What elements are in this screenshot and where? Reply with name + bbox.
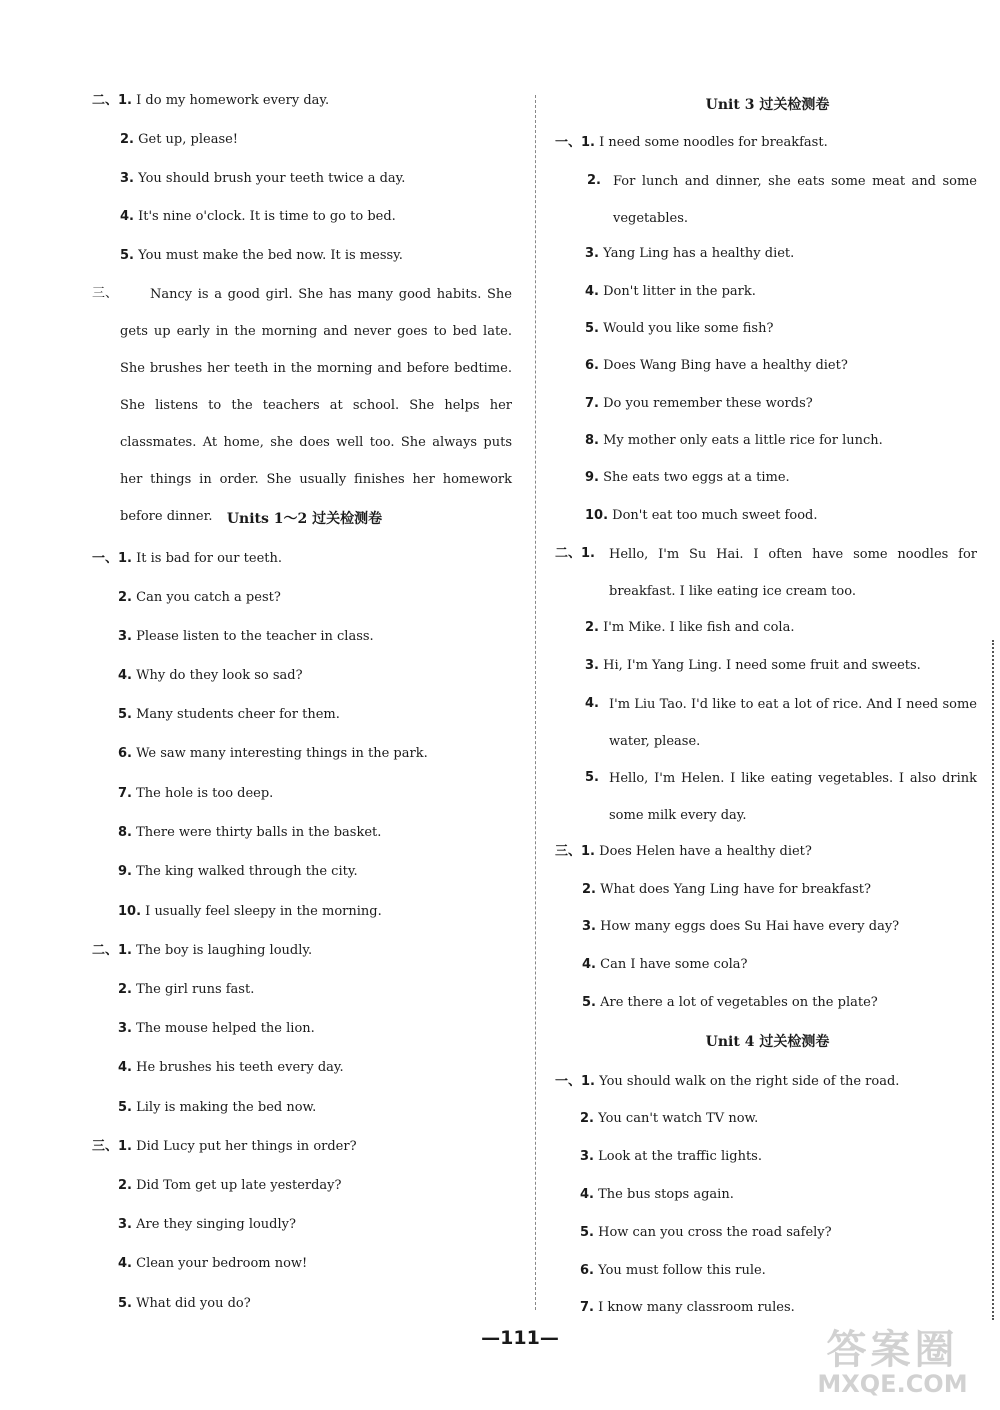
item-number: 5. [580,1225,594,1240]
list-item [582,918,899,936]
item-number: 5. [118,1100,132,1115]
item-number: 4. [582,957,596,972]
item-number: 4. [118,668,132,683]
item-text: You must make the bed now. It is messy. [138,248,403,263]
list-item [585,432,883,450]
list-item [118,863,358,881]
list-item [92,1138,357,1156]
item-number: 6. [118,746,132,761]
item-text: Did Tom get up late yesterday? [136,1178,342,1193]
item-number: 1. [581,844,595,859]
list-item [585,357,848,375]
list-item [585,619,794,637]
list-item [118,667,303,685]
list-item [587,172,601,190]
list-item [118,745,428,763]
list-item [118,785,273,803]
item-number: 1. [118,1139,132,1154]
item-number: 2. [587,173,601,188]
list-item [555,843,812,861]
list-item [580,1299,795,1317]
list-item [92,550,282,568]
item-number: 4. [580,1187,594,1202]
item-text: Are they singing loudly? [136,1217,296,1232]
item-number: 2. [118,1178,132,1193]
list-item [118,1020,315,1038]
item-number: 1. [118,943,132,958]
list-item [118,981,254,999]
section-marker: 二、 [92,93,119,108]
list-item [555,134,828,152]
item-text: You should brush your teeth twice a day. [138,171,406,186]
item-text: The mouse helped the lion. [136,1021,315,1036]
item-text: Can I have some cola? [600,957,748,972]
list-item [580,1262,766,1280]
item-text: She eats two eggs at a time. [603,470,790,485]
column-divider [535,95,536,1310]
item-text: It's nine o'clock. It is time to go to bed. [138,209,396,224]
list-item [582,956,748,974]
list-item [118,1255,307,1273]
item-number: 7. [580,1300,594,1315]
item-text: Don't eat too much sweet food. [612,508,818,523]
list-item [585,395,813,413]
item-number: 2. [120,132,134,147]
item-text: The king walked through the city. [136,864,358,879]
item-text: I need some noodles for breakfast. [599,135,828,150]
item-text: Do you remember these words? [603,396,813,411]
list-item [118,1059,344,1077]
list-item [582,881,871,899]
item-number: 1. [118,551,132,566]
item-text: I'm Liu Tao. I'd like to eat a lot of rice. And I need some water, please. [609,697,977,749]
item-text: I know many classroom rules. [598,1300,795,1315]
list-item [120,131,238,149]
item-text: You can't watch TV now. [598,1111,759,1126]
list-item [580,1110,758,1128]
item-number: 9. [118,864,132,879]
item-text: My mother only eats a little rice for lunch. [603,433,883,448]
list-item [585,507,817,525]
item-number: 4. [585,284,599,299]
item-number: 4. [120,209,134,224]
item-text: The girl runs fast. [136,982,255,997]
item-text: I'm Mike. I like fish and cola. [603,620,795,635]
item-text: Clean your bedroom now! [136,1256,308,1271]
item-text: You should walk on the right side of the road. [599,1074,900,1089]
list-item [118,1099,316,1117]
list-item [585,283,756,301]
list-item [118,1295,251,1313]
item-text: Are there a lot of vegetables on the plate? [600,995,878,1010]
item-number: 4. [585,696,599,711]
item-number: 8. [585,433,599,448]
list-item [118,628,374,646]
section-marker: 一、 [555,135,582,150]
item-number: 2. [118,590,132,605]
item-text: The bus stops again. [598,1187,734,1202]
list-item [118,589,281,607]
item-text: How can you cross the road safely? [598,1225,832,1240]
item-number: 8. [118,825,132,840]
site-watermark [790,1318,995,1406]
item-text: Yang Ling has a healthy diet. [603,246,795,261]
item-number: 3. [118,1021,132,1036]
item-number: 5. [118,707,132,722]
item-number: 5. [118,1296,132,1311]
item-number: 10. [118,904,142,919]
item-number: 3. [118,1217,132,1232]
watermark-url: MXQE.COM [817,1370,968,1398]
item-number: 2. [582,882,596,897]
section-title: Units 1～2 过关检测卷 [226,511,383,527]
item-text: Don't litter in the park. [603,284,756,299]
item-text: The boy is laughing loudly. [136,943,313,958]
item-text: What does Yang Ling have for breakfast? [600,882,871,897]
list-item [582,994,878,1012]
list-item [585,245,794,263]
item-text: Hello, I'm Helen. I like eating vegetables. I also drink some milk every day. [609,771,977,823]
item-text: Hi, I'm Yang Ling. I need some fruit and sweets. [603,658,921,673]
binding-edge [992,640,994,1320]
item-text: Please listen to the teacher in class. [136,629,374,644]
section-title: Unit 3 过关检测卷 [705,97,830,113]
item-number: 1. [581,135,595,150]
section-marker: 三、 [92,1139,119,1154]
item-text: Does Helen have a healthy diet? [599,844,812,859]
item-number: 1. [118,93,132,108]
section-marker: 二、 [92,943,119,958]
item-number: 10. [585,508,609,523]
list-item [585,469,790,487]
section-marker: 三、 [555,844,582,859]
item-text: It is bad for our teeth. [136,551,282,566]
item-number: 4. [118,1256,132,1271]
list-item [120,247,403,265]
item-number: 9. [585,470,599,485]
item-text: There were thirty balls in the basket. [136,825,382,840]
item-number: 3. [582,919,596,934]
list-item [92,942,312,960]
item-text: Why do they look so sad? [136,668,303,683]
item-number: 1. [581,1074,595,1089]
page-number: —111— [481,1327,559,1349]
item-text: What did you do? [136,1296,251,1311]
item-text: Get up, please! [138,132,239,147]
item-text: Hello, I'm Su Hai. I often have some noodles for breakfast. I like eating ice cream too. [609,547,977,599]
item-text: We saw many interesting things in the park. [136,746,428,761]
list-item [118,1216,296,1234]
list-item [555,545,595,563]
item-number: 6. [585,358,599,373]
list-item [555,1073,899,1091]
section-marker: 二、 [555,546,582,561]
section-marker: 一、 [555,1074,582,1089]
item-number: 3. [585,246,599,261]
list-item [585,320,773,338]
list-item [585,695,599,713]
item-number: 2. [580,1111,594,1126]
item-number: 2. [118,982,132,997]
item-number: 5. [585,321,599,336]
item-text: Did Lucy put her things in order? [136,1139,357,1154]
item-text: He brushes his teeth every day. [136,1060,344,1075]
item-text: The hole is too deep. [136,786,274,801]
watermark-logo-text: 答案圈 [826,1327,959,1373]
section-marker: 三、 [92,286,119,301]
list-item [585,657,921,675]
item-number: 1. [581,546,595,561]
item-number: 5. [582,995,596,1010]
list-item [92,92,329,110]
answer-paragraph: Nancy is a good girl. She has many good habits. She gets up early in the morning and never goes to bed late. She brushes her teeth in the morning and before bedtime. She listens to the teachers at school. She helps her classmates. At home, she does well too. She always puts her things in order. She usually finishes her homework before dinner. [120,287,512,524]
item-number: 3. [120,171,134,186]
list-item [118,706,340,724]
list-item [580,1148,762,1166]
item-number: 4. [118,1060,132,1075]
list-item [120,208,396,226]
list-item [580,1186,734,1204]
section-title: Unit 4 过关检测卷 [705,1034,830,1050]
item-text: Many students cheer for them. [136,707,340,722]
item-number: 5. [120,248,134,263]
item-text: Can you catch a pest? [136,590,281,605]
item-number: 3. [118,629,132,644]
item-text: You must follow this rule. [598,1263,766,1278]
list-item [118,903,382,921]
item-text: Look at the traffic lights. [598,1149,762,1164]
list-item [118,1177,342,1195]
item-text: I do my homework every day. [136,93,330,108]
item-number: 2. [585,620,599,635]
item-number: 3. [580,1149,594,1164]
list-item [580,1224,832,1242]
item-number: 7. [585,396,599,411]
list-item [120,170,405,188]
item-text: For lunch and dinner, she eats some meat and some vegetables. [613,174,977,226]
item-number: 5. [585,770,599,785]
item-text: Lily is making the bed now. [136,1100,317,1115]
item-number: 6. [580,1263,594,1278]
section-marker: 一、 [92,551,119,566]
item-text: How many eggs does Su Hai have every day? [600,919,900,934]
item-text: Does Wang Bing have a healthy diet? [603,358,848,373]
item-number: 7. [118,786,132,801]
item-number: 3. [585,658,599,673]
list-item [585,769,599,787]
item-text: Would you like some fish? [603,321,774,336]
list-item [118,824,381,842]
item-text: I usually feel sleepy in the morning. [145,904,382,919]
